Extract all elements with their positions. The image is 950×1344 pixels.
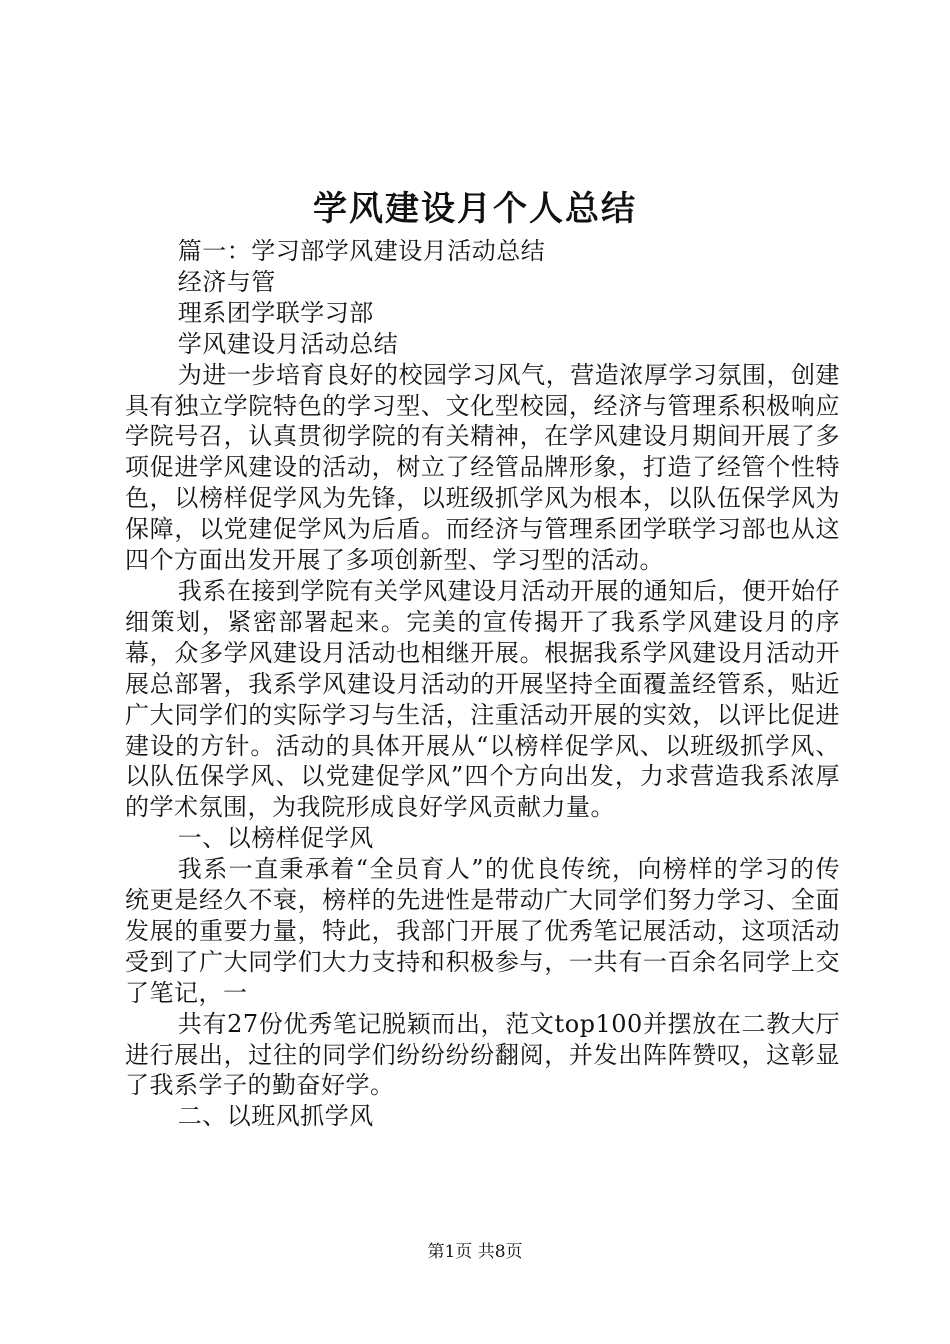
body-paragraph: 共有27份优秀笔记脱颖而出，范文top100并摆放在二教大厅进行展出，过往的同学们纷纷纷纷翻阅，并发出阵阵赞叹，这彰显了我系学子的勤奋好学。 — [125, 1009, 840, 1100]
body-paragraph: 为进一步培育良好的校园学习风气，营造浓厚学习氛围，创建具有独立学院特色的学习型、文化型校园，经济与管理系积极响应学院号召，认真贯彻学院的有关精神，在学风建设月期间开展了多项促进学风建设的活动，树立了经管品牌形象，打造了经管个性特色，以榜样促学风为先锋，以班级抓学风为根本，以队伍保学风为保障，以党建促学风为后盾。而经济与管理系团学联学习部也从这四个方面出发开展了多项创新型、学习型的活动。 — [125, 360, 840, 575]
intro-line: 理系团学联学习部 — [177, 298, 374, 327]
section-heading: 一、以榜样促学风 — [177, 824, 374, 853]
document-title: 学风建设月个人总结 — [313, 189, 637, 229]
body-paragraph: 我系在接到学院有关学风建设月活动开展的通知后，便开始仔细策划，紧密部署起来。完美的宣传揭开了我系学风建设月的序幕，众多学风建设月活动也相继开展。根据我系学风建设月活动开展总部署，我系学风建设月活动的开展坚持全面覆盖经管系，贴近广大同学们的实际学习与生活，注重活动开展的实效，以评比促进建设的方针。活动的具体开展从“以榜样促学风、以班级抓学风、以队伍保学风、以党建促学风”四个方向出发，力求营造我系浓厚的学术氛围，为我院形成良好学风贡献力量。 — [125, 576, 840, 822]
intro-line: 学风建设月活动总结 — [177, 329, 399, 358]
section-heading: 二、以班风抓学风 — [177, 1102, 374, 1131]
document-body — [125, 236, 840, 1132]
intro-line: 篇一：学习部学风建设月活动总结 — [177, 237, 546, 265]
body-paragraph: 我系一直秉承着“全员育人”的优良传统，向榜样的学习的传统更是经久不衰，榜样的先进性是带动广大同学们努力学习、全面发展的重要力量，特此，我部门开展了优秀笔记展活动，这项活动受到了广大同学们大力支持和积极参与，一共有一百余名同学上交了笔记，一 — [125, 855, 840, 1007]
page-number: 第1页 共8页 — [427, 1242, 523, 1262]
intro-line: 经济与管 — [177, 267, 276, 296]
